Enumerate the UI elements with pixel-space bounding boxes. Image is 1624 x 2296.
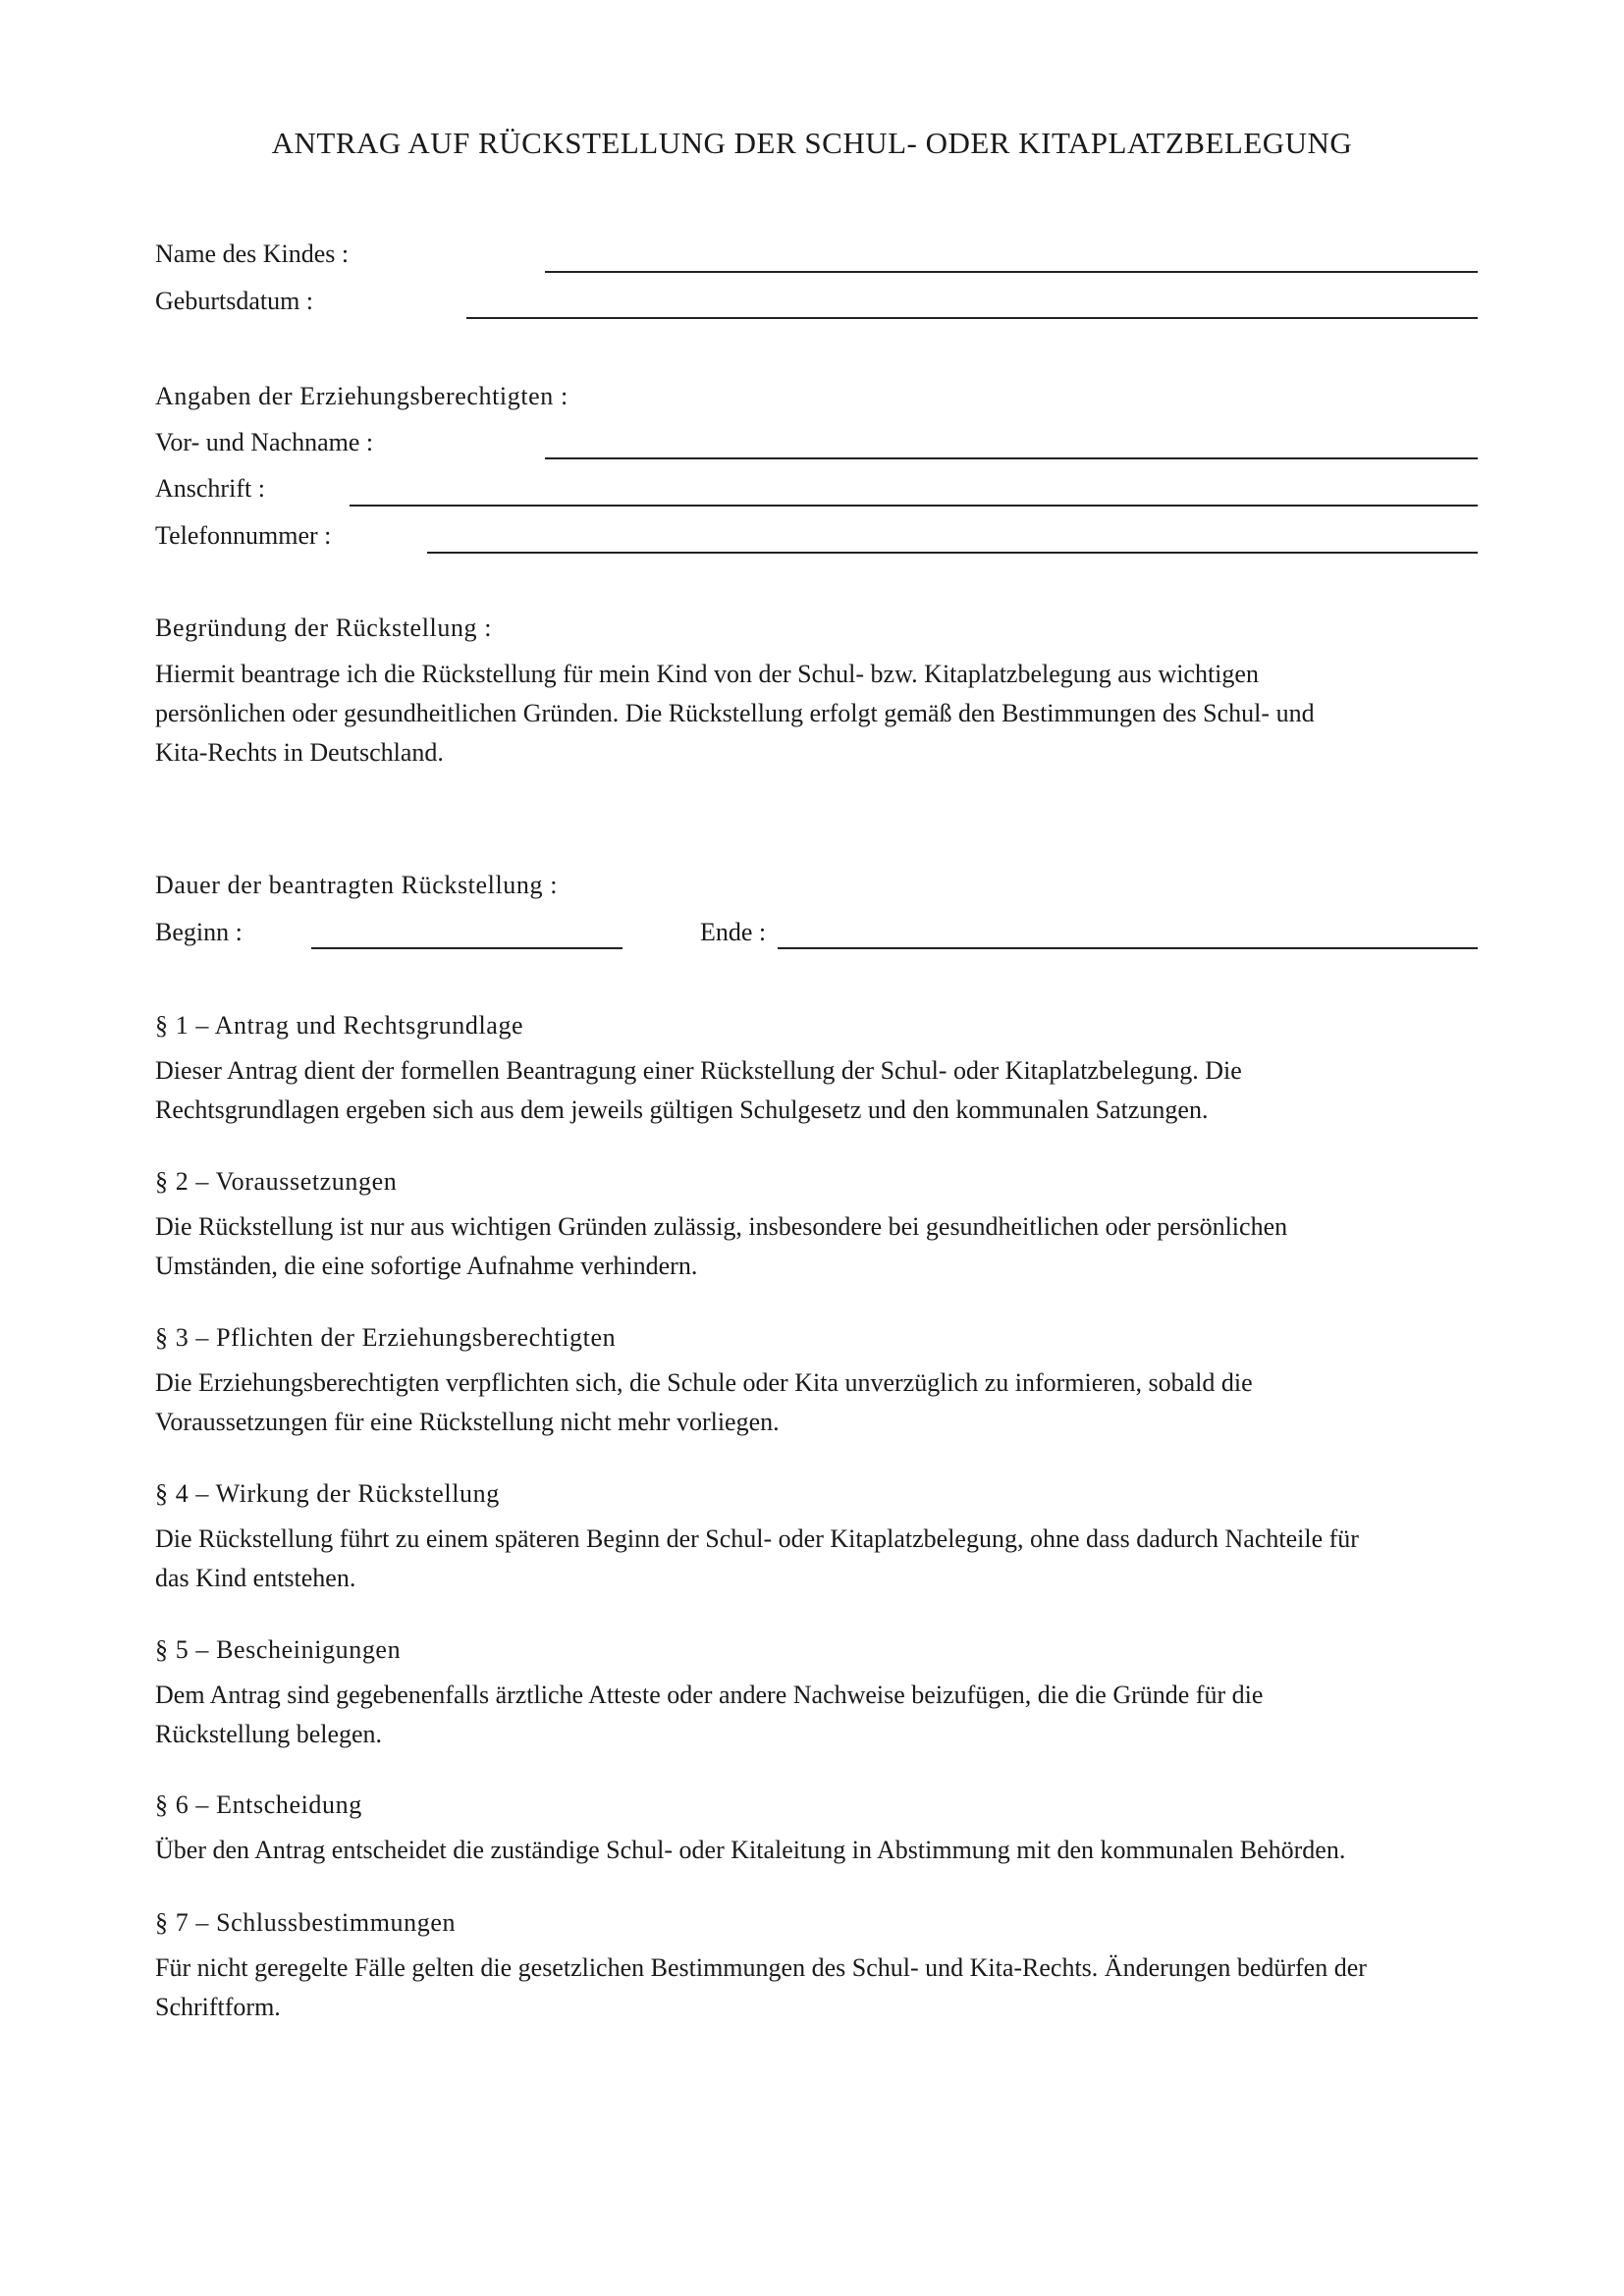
address-label: Anschrift :: [155, 474, 265, 503]
guardians-heading: Angaben der Erziehungsberechtigten :: [155, 382, 568, 410]
section-2-heading: § 2 – Voraussetzungen: [155, 1167, 398, 1196]
section-6-heading: § 6 – Entscheidung: [155, 1790, 362, 1819]
section-7-text: Für nicht geregelte Fälle gelten die gesetzlichen Bestimmungen des Schul- und Kita-Rechts. Änderungen bedürfen der Schriftform.: [155, 1953, 1367, 2021]
section-4-heading: § 4 – Wirkung der Rückstellung: [155, 1479, 500, 1508]
child-name-field[interactable]: [545, 271, 1478, 273]
section-7-heading: § 7 – Schlussbestimmungen: [155, 1908, 457, 1937]
reason-heading: Begründung der Rückstellung :: [155, 614, 493, 642]
section-5-text: Dem Antrag sind gegebenenfalls ärztliche Atteste oder andere Nachweise beizufügen, die die Gründe für die Rückstellung belegen.: [155, 1681, 1264, 1748]
section-3-text: Die Erziehungsberechtigten verpflichten sich, die Schule oder Kita unverzüglich zu informieren, sobald die Voraussetzungen für eine Rückstellung nicht mehr vorliegen.: [155, 1368, 1253, 1436]
reason-text: Hiermit beantrage ich die Rückstellung für mein Kind von der Schul- bzw. Kitaplatzbelegung aus wichtigen persönlichen oder gesundheitlichen Gründen. Die Rückstellung erfolgt gemäß den Bestimmungen des Schul- und Kita-Rechts in Deutschland.: [155, 660, 1315, 767]
phone-field[interactable]: [427, 552, 1478, 554]
section-5-heading: § 5 – Bescheinigungen: [155, 1635, 402, 1664]
begin-field[interactable]: [311, 947, 623, 949]
phone-label: Telefonnummer :: [155, 521, 332, 550]
address-field[interactable]: [350, 505, 1478, 507]
birthdate-label: Geburtsdatum :: [155, 287, 314, 315]
section-3-heading: § 3 – Pflichten der Erziehungsberechtigten: [155, 1323, 617, 1352]
document-title: ANTRAG AUF RÜCKSTELLUNG DER SCHUL- ODER KITAPLATZBELEGUNG: [271, 126, 1353, 160]
child-name-label: Name des Kindes :: [155, 240, 350, 268]
guardian-name-field[interactable]: [545, 457, 1478, 459]
end-label: Ende :: [700, 918, 767, 946]
section-6-text: Über den Antrag entscheidet die zuständige Schul- oder Kitaleitung in Abstimmung mit den kommunalen Behörden.: [155, 1836, 1346, 1864]
guardian-name-label: Vor- und Nachname :: [155, 428, 374, 456]
section-4-text: Die Rückstellung führt zu einem späteren Beginn der Schul- oder Kitaplatzbelegung, ohne dass dadurch Nachteile für das Kind entstehen.: [155, 1524, 1359, 1592]
section-1-text: Dieser Antrag dient der formellen Beantragung einer Rückstellung der Schul- oder Kitaplatzbelegung. Die Rechtsgrundlagen ergeben sich aus dem jeweils gültigen Schulgesetz und den kommunalen Satzungen.: [155, 1056, 1242, 1124]
end-field[interactable]: [778, 947, 1478, 949]
duration-heading: Dauer der beantragten Rückstellung :: [155, 871, 559, 899]
section-2-text: Die Rückstellung ist nur aus wichtigen Gründen zulässig, insbesondere bei gesundheitlichen oder persönlichen Umständen, die eine sofortige Aufnahme verhindern.: [155, 1212, 1288, 1280]
begin-label: Beginn :: [155, 918, 243, 946]
section-1-heading: § 1 – Antrag und Rechtsgrundlage: [155, 1011, 524, 1040]
birthdate-field[interactable]: [466, 317, 1478, 319]
